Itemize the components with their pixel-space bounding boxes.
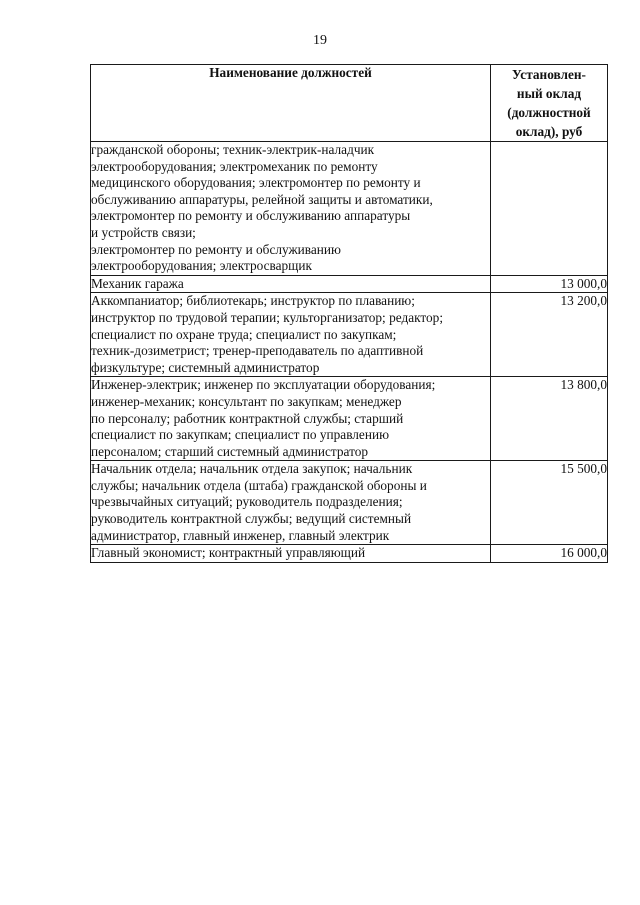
position-line: Аккомпаниатор; библиотекарь; инструктор по плаванию;	[91, 293, 415, 309]
positions-cell	[91, 545, 491, 563]
position-line: Главный экономист; контрактный управляющий	[91, 545, 366, 561]
salary-column-header	[491, 65, 608, 142]
salary-table	[90, 64, 608, 563]
positions-cell	[91, 275, 491, 293]
positions-cell	[91, 142, 491, 276]
position-line: специалист по закупкам; специалист по управлению	[91, 427, 389, 443]
position-line: медицинского оборудования; электромонтер по ремонту и	[91, 175, 421, 191]
position-line: электрооборудования; электромеханик по ремонту	[91, 158, 378, 174]
salary-cell: 16 000,0	[491, 545, 608, 563]
position-line: Механик гаража	[91, 275, 184, 291]
position-line: Начальник отдела; начальник отдела закупок; начальник	[91, 461, 413, 477]
position-line: службы; начальник отдела (штаба) гражданской обороны и	[91, 477, 427, 493]
salary-cell: 15 500,0	[491, 461, 608, 545]
page-number: 19	[313, 33, 327, 48]
positions-column-header: Наименование должностей	[91, 65, 491, 142]
positions-cell	[91, 293, 491, 377]
position-line: инженер-механик; консультант по закупкам; менеджер	[91, 393, 402, 409]
positions-cell	[91, 377, 491, 461]
table-row	[91, 142, 608, 276]
table-row	[91, 275, 608, 293]
position-line: чрезвычайных ситуаций; руководитель подразделения;	[91, 494, 403, 510]
table-header-row	[91, 65, 608, 142]
position-line: руководитель контрактной службы; ведущий системный	[91, 511, 412, 527]
salary-header-line: Установлен-	[511, 67, 586, 82]
position-line: техник-дозиметрист; тренер-преподаватель по адаптивной	[91, 343, 424, 359]
salary-cell: 13 000,0	[491, 275, 608, 293]
position-line: и устройств связи;	[91, 224, 196, 240]
salary-header-line: (должностной	[507, 105, 591, 120]
salary-header-line: ный оклад	[516, 86, 582, 101]
salary-cell: 13 200,0	[491, 293, 608, 377]
position-line: гражданской обороны; техник-электрик-наладчик	[91, 142, 375, 157]
position-line: электрооборудования; электросварщик	[91, 258, 312, 274]
positions-cell	[91, 461, 491, 545]
position-line: Инженер-электрик; инженер по эксплуатации оборудования;	[91, 377, 436, 393]
position-line: по персоналу; работник контрактной службы; старший	[91, 410, 404, 426]
position-line: администратор, главный инженер, главный электрик	[91, 527, 390, 543]
position-line: инструктор по трудовой терапии; культорганизатор; редактор;	[91, 309, 444, 325]
position-line: физкультуре; системный администратор	[91, 359, 320, 375]
table-row	[91, 461, 608, 545]
table-row	[91, 545, 608, 563]
position-line: электромонтер по ремонту и обслуживанию	[91, 241, 341, 257]
table-row	[91, 293, 608, 377]
salary-cell: 13 800,0	[491, 377, 608, 461]
position-line: обслуживанию аппаратуры, релейной защиты и автоматики,	[91, 191, 433, 207]
position-line: специалист по охране труда; специалист по закупкам;	[91, 326, 397, 342]
salary-header-line: оклад), руб	[515, 124, 583, 139]
salary-cell	[491, 142, 608, 276]
position-line: персоналом; старший системный администратор	[91, 443, 369, 459]
position-line: электромонтер по ремонту и обслуживанию аппаратуры	[91, 208, 411, 224]
table-row	[91, 377, 608, 461]
